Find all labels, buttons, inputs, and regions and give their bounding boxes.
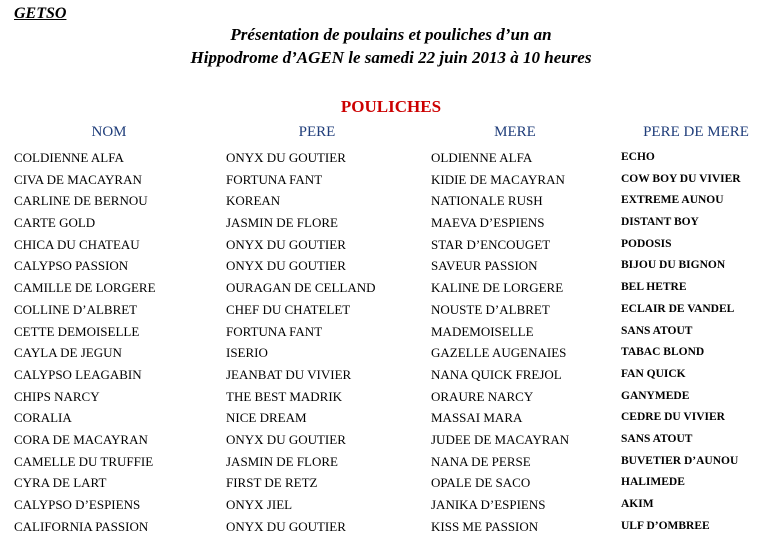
table-header: [0, 124, 782, 144]
cell-mere: MASSAI MARA: [431, 410, 523, 426]
cell-pere-de-mere: ECHO: [621, 151, 655, 163]
cell-nom: CHIPS NARCY: [14, 388, 100, 404]
table-row: [0, 343, 782, 365]
table-row: [0, 495, 782, 517]
cell-mere: KISS ME PASSION: [431, 518, 539, 534]
document-title-line-2: Hippodrome d’AGEN le samedi 22 juin 2013 à 10 heures: [190, 48, 592, 67]
cell-pere-de-mere: COW BOY DU VIVIER: [621, 172, 741, 185]
cell-mere: SAVEUR PASSION: [431, 258, 538, 274]
cell-nom: CARLINE DE BERNOU: [14, 193, 148, 209]
cell-nom: CORALIA: [14, 410, 72, 426]
cell-pere-de-mere: HALIMEDE: [621, 476, 685, 489]
cell-nom: CALYPSO LEAGABIN: [14, 366, 142, 382]
cell-mere: NATIONALE RUSH: [431, 193, 543, 209]
cell-mere: NOUSTE D’ALBRET: [431, 301, 550, 317]
cell-pere: FORTUNA FANT: [226, 323, 323, 339]
cell-mere: KIDIE DE MACAYRAN: [431, 171, 565, 187]
table-row: [0, 213, 782, 235]
cell-pere: ONYX DU GOUTIER: [226, 258, 346, 274]
cell-pere: ONYX DU GOUTIER: [226, 236, 346, 252]
table-row: [0, 278, 782, 300]
cell-pere-de-mere: SANS ATOUT: [621, 432, 693, 445]
cell-pere-de-mere: FAN QUICK: [621, 367, 686, 380]
cell-mere: OPALE DE SACO: [431, 475, 531, 491]
cell-nom: CALYPSO D’ESPIENS: [14, 497, 141, 512]
table-row: [0, 473, 782, 495]
table-row: [0, 365, 782, 387]
cell-pere-de-mere: TABAC BLOND: [621, 346, 705, 359]
cell-nom: CAMELLE DU TRUFFIE: [14, 453, 154, 469]
cell-mere: OLDIENNE ALFA: [431, 150, 533, 165]
cell-nom: CHICA DU CHATEAU: [14, 236, 140, 252]
cell-nom: CALIFORNIA PASSION: [14, 518, 149, 534]
cell-pere: OURAGAN DE CELLAND: [226, 280, 376, 296]
cell-mere: MADEMOISELLE: [431, 323, 534, 339]
cell-mere: NANA DE PERSE: [431, 453, 531, 469]
cell-nom: CALYPSO PASSION: [14, 258, 129, 274]
table-row: [0, 322, 782, 344]
horse-table: [0, 148, 782, 538]
section-title: POULICHES: [340, 97, 442, 116]
cell-pere: JASMIN DE FLORE: [226, 215, 338, 231]
cell-nom: COLDIENNE ALFA: [14, 150, 124, 165]
cell-mere: JUDEE DE MACAYRAN: [431, 431, 570, 447]
cell-nom: CETTE DEMOISELLE: [14, 323, 140, 339]
column-header-mere: MERE: [494, 124, 536, 140]
column-header-pere: PERE: [298, 124, 336, 140]
cell-pere: JEANBAT DU VIVIER: [226, 366, 352, 382]
cell-nom: CAMILLE DE LORGERE: [14, 280, 156, 296]
cell-mere: JANIKA D’ESPIENS: [431, 497, 546, 512]
table-row: [0, 430, 782, 452]
cell-nom: CAYLA DE JEGUN: [14, 345, 122, 361]
cell-pere-de-mere: ECLAIR DE VANDEL: [621, 302, 735, 315]
cell-nom: CIVA DE MACAYRAN: [14, 171, 142, 187]
cell-mere: NANA QUICK FREJOL: [431, 366, 562, 382]
table-row: [0, 452, 782, 474]
table-row: [0, 300, 782, 322]
table-row: [0, 408, 782, 430]
cell-pere-de-mere: DISTANT BOY: [621, 216, 699, 229]
cell-pere: KOREAN: [226, 193, 281, 209]
cell-pere: FORTUNA FANT: [226, 171, 323, 187]
cell-nom: COLLINE D’ALBRET: [14, 301, 138, 317]
cell-pere-de-mere: BUVETIER D’AUNOU: [621, 454, 739, 467]
cell-mere: KALINE DE LORGERE: [431, 280, 564, 296]
cell-pere: JASMIN DE FLORE: [226, 453, 338, 469]
table-row: [0, 191, 782, 213]
cell-pere: ISERIO: [226, 345, 268, 361]
cell-pere: FIRST DE RETZ: [226, 475, 318, 491]
table-row: [0, 387, 782, 409]
cell-nom: CYRA DE LART: [14, 475, 107, 491]
cell-pere-de-mere: PODOSIS: [621, 237, 672, 250]
cell-pere: CHEF DU CHATELET: [226, 301, 351, 317]
cell-pere: THE BEST MADRIK: [226, 388, 343, 404]
cell-pere-de-mere: AKIM: [621, 498, 654, 510]
table-row: [0, 235, 782, 257]
cell-nom: CORA DE MACAYRAN: [14, 431, 148, 447]
cell-mere: MAEVA D’ESPIENS: [431, 215, 545, 231]
column-header-pere-de-mere: PERE DE MERE: [643, 124, 749, 140]
cell-pere: ONYX DU GOUTIER: [226, 150, 346, 165]
cell-pere: NICE DREAM: [226, 410, 307, 426]
cell-pere: ONYX DU GOUTIER: [226, 518, 346, 534]
table-row: [0, 256, 782, 278]
organization-name: GETSO: [14, 5, 67, 22]
cell-mere: GAZELLE AUGENAIES: [431, 345, 567, 361]
cell-pere-de-mere: ULF D’OMBREE: [621, 519, 710, 532]
cell-pere: ONYX DU GOUTIER: [226, 431, 346, 447]
cell-mere: ORAURE NARCY: [431, 388, 534, 404]
document-title-line-1: Présentation de poulains et pouliches d’un an: [230, 25, 552, 44]
table-row: [0, 148, 782, 170]
cell-pere-de-mere: GANYMEDE: [621, 389, 690, 402]
column-header-nom: NOM: [91, 124, 127, 140]
table-row: [0, 517, 782, 539]
cell-pere-de-mere: BEL HETRE: [621, 281, 687, 294]
cell-pere-de-mere: CEDRE DU VIVIER: [621, 411, 725, 424]
cell-nom: CARTE GOLD: [14, 215, 96, 231]
cell-mere: STAR D’ENCOUGET: [431, 236, 551, 252]
table-row: [0, 170, 782, 192]
cell-pere: ONYX JIEL: [226, 497, 293, 512]
cell-pere-de-mere: BIJOU DU BIGNON: [621, 259, 726, 272]
cell-pere-de-mere: SANS ATOUT: [621, 324, 693, 337]
cell-pere-de-mere: EXTREME AUNOU: [621, 194, 724, 207]
